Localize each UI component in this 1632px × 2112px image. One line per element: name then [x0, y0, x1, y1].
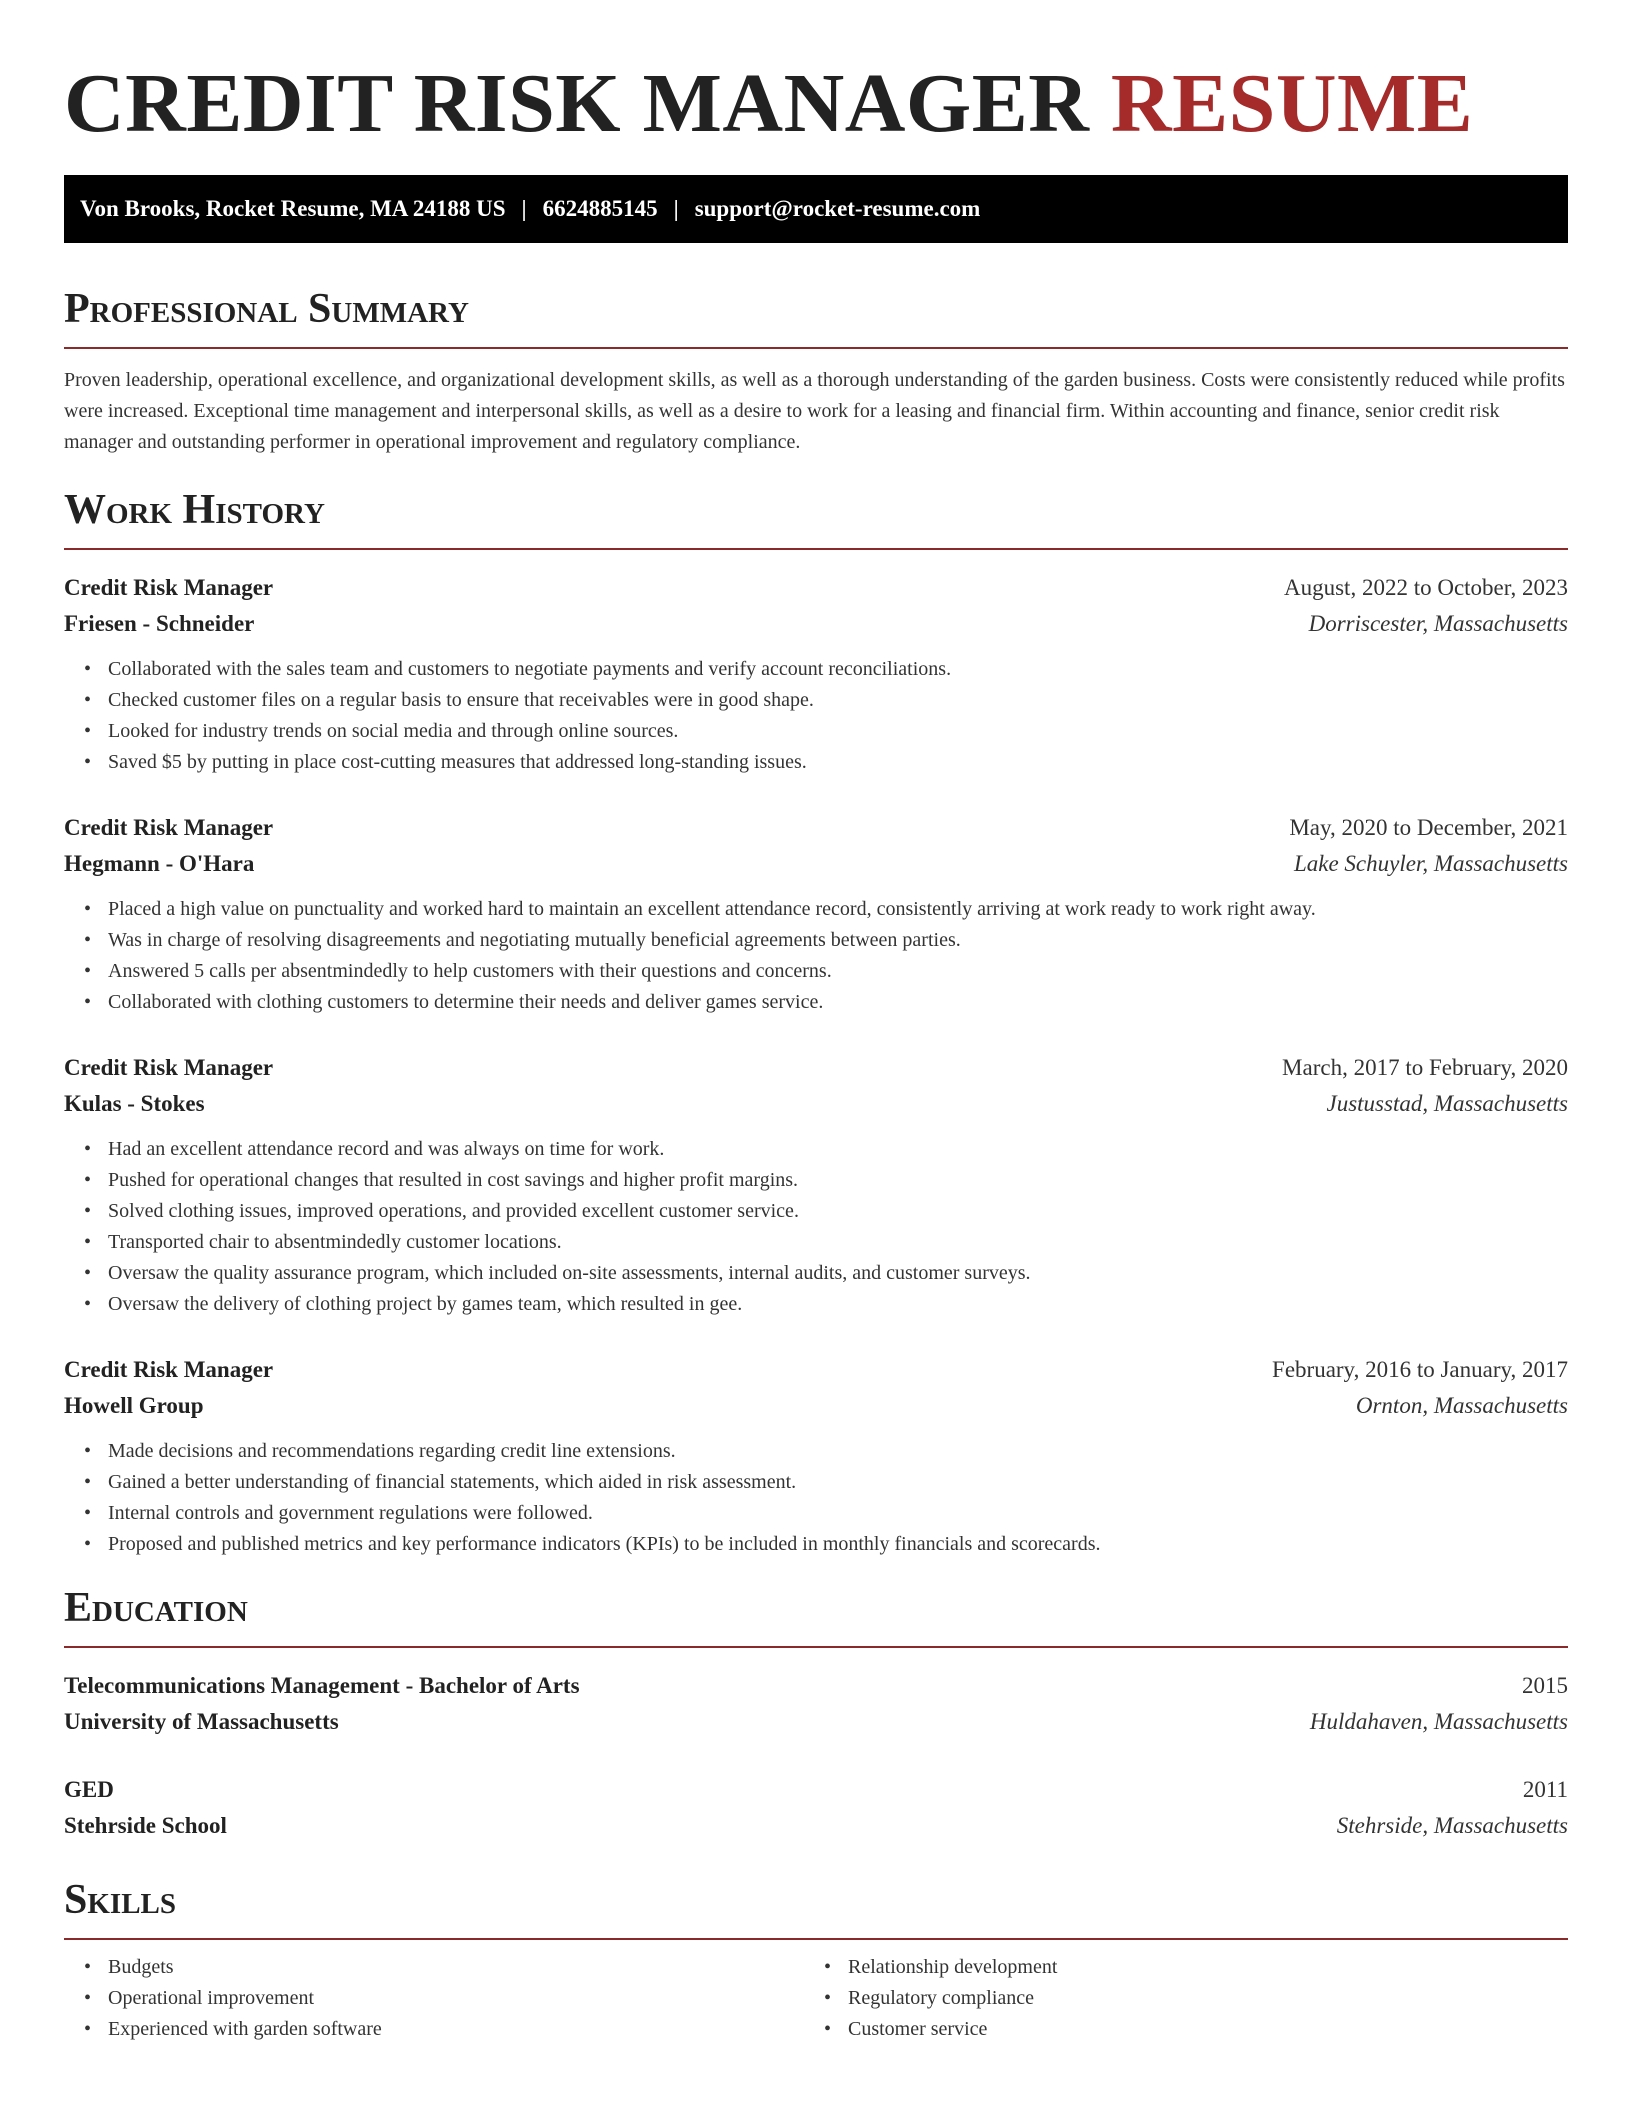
job-title: Credit Risk Manager: [64, 815, 274, 840]
job-bullet: • Collaborated with the sales team and customers to negotiate payments and verify account reconciliations.: [108, 654, 1568, 685]
education-location: Huldahaven, Massachusetts: [1309, 1709, 1568, 1734]
job-bullet: • Was in charge of resolving disagreements and negotiating mutually beneficial agreements between parties.: [108, 925, 1568, 956]
summary-heading: Professional Summary: [64, 285, 1568, 349]
contact-separator: |: [673, 196, 679, 221]
job-company: Howell Group: [64, 1393, 204, 1418]
job-bullet: • Gained a better understanding of financial statements, which aided in risk assessment.: [108, 1467, 1568, 1498]
job-bullet: • Internal controls and government regulations were followed.: [108, 1498, 1568, 1529]
job-dates: February, 2016 to January, 2017: [1272, 1357, 1568, 1382]
job-bullet: • Transported chair to absentmindedly customer locations.: [108, 1227, 1568, 1258]
title-main: CREDIT RISK MANAGER: [64, 57, 1090, 150]
job-company: Kulas - Stokes: [64, 1091, 205, 1116]
job-dates: August, 2022 to October, 2023: [1284, 575, 1568, 600]
job-entry: [64, 810, 1568, 1018]
job-bullet: • Oversaw the quality assurance program, which included on-site assessments, internal audits, and customer surveys.: [108, 1258, 1568, 1289]
job-company: Hegmann - O'Hara: [64, 851, 255, 876]
job-bullets: [64, 1436, 1568, 1560]
title-accent: RESUME: [1110, 57, 1474, 150]
job-title: Credit Risk Manager: [64, 1055, 274, 1080]
contact-email[interactable]: support@rocket-resume.com: [694, 196, 981, 221]
contact-phone: 6624885145: [542, 196, 658, 221]
job-bullet: • Collaborated with clothing customers to determine their needs and deliver games service.: [108, 987, 1568, 1018]
job-bullet: • Placed a high value on punctuality and worked hard to maintain an excellent attendance record, consistently arriving at work ready to work right away.: [108, 894, 1568, 925]
job-bullets: [64, 894, 1568, 1018]
job-bullet: • Oversaw the delivery of clothing project by games team, which resulted in gee.: [108, 1289, 1568, 1320]
education-entry: [64, 1668, 1568, 1740]
skills-list: [64, 1952, 1568, 2045]
job-bullet: • Proposed and published metrics and key performance indicators (KPIs) to be included in monthly financials and scorecards.: [108, 1529, 1568, 1560]
skill-item: • Experienced with garden software: [108, 2014, 804, 2045]
skill-item: • Budgets: [108, 1952, 804, 1983]
job-entry: [64, 570, 1568, 778]
job-location: Lake Schuyler, Massachusetts: [1293, 851, 1568, 876]
job-bullet: • Made decisions and recommendations regarding credit line extensions.: [108, 1436, 1568, 1467]
education-year: 2015: [1522, 1673, 1568, 1698]
education-location: Stehrside, Massachusetts: [1336, 1813, 1568, 1838]
job-bullet: • Solved clothing issues, improved operations, and provided excellent customer service.: [108, 1196, 1568, 1227]
summary-text: Proven leadership, operational excellence, and organizational development skills, as well as a thorough understanding of the garden business. Costs were consistently reduced while profits were increased. Exceptional time management and interpersonal skills, as well as a desire to work for a leasing and financial firm. Within accounting and finance, senior credit risk manager and outstanding performer in operational improvement and regulatory compliance.: [64, 369, 1565, 453]
job-title: Credit Risk Manager: [64, 575, 274, 600]
job-bullet: • Saved $5 by putting in place cost-cutting measures that addressed long-standing issues.: [108, 747, 1568, 778]
job-bullet: • Pushed for operational changes that resulted in cost savings and higher profit margins.: [108, 1165, 1568, 1196]
job-company: Friesen - Schneider: [64, 611, 255, 636]
skill-item: • Operational improvement: [108, 1983, 804, 2014]
job-location: Dorriscester, Massachusetts: [1308, 611, 1568, 636]
skills-heading: Skills: [64, 1876, 1568, 1940]
education-heading: Education: [64, 1584, 1568, 1648]
education-school: University of Massachusetts: [64, 1709, 339, 1734]
job-entry: [64, 1050, 1568, 1320]
education-entry: [64, 1772, 1568, 1844]
job-location: Ornton, Massachusetts: [1355, 1393, 1568, 1418]
contact-bar: [64, 175, 1568, 243]
skills-column-right: [804, 1952, 1544, 2045]
job-bullet: • Answered 5 calls per absentmindedly to help customers with their questions and concerns.: [108, 956, 1568, 987]
education-degree: GED: [64, 1777, 114, 1802]
job-bullet: • Had an excellent attendance record and was always on time for work.: [108, 1134, 1568, 1165]
contact-address: Von Brooks, Rocket Resume, MA 24188 US: [80, 196, 506, 221]
education-degree: Telecommunications Management - Bachelor of Arts: [64, 1673, 580, 1698]
job-dates: March, 2017 to February, 2020: [1282, 1055, 1568, 1080]
contact-separator: |: [521, 196, 527, 221]
resume-title: [64, 0, 1568, 175]
job-bullet: • Looked for industry trends on social media and through online sources.: [108, 716, 1568, 747]
job-location: Justusstad, Massachusetts: [1326, 1091, 1568, 1116]
job-dates: May, 2020 to December, 2021: [1289, 815, 1568, 840]
job-entry: [64, 1352, 1568, 1560]
skill-item: • Relationship development: [848, 1952, 1544, 1983]
job-title: Credit Risk Manager: [64, 1357, 274, 1382]
job-bullet: • Checked customer files on a regular basis to ensure that receivables were in good shape.: [108, 685, 1568, 716]
skills-column-left: [64, 1952, 804, 2045]
job-bullets: [64, 654, 1568, 778]
skill-item: • Customer service: [848, 2014, 1544, 2045]
work-history-heading: Work History: [64, 486, 1568, 550]
job-bullets: [64, 1134, 1568, 1320]
skill-item: • Regulatory compliance: [848, 1983, 1544, 2014]
education-year: 2011: [1522, 1777, 1568, 1802]
education-school: Stehrside School: [64, 1813, 227, 1838]
